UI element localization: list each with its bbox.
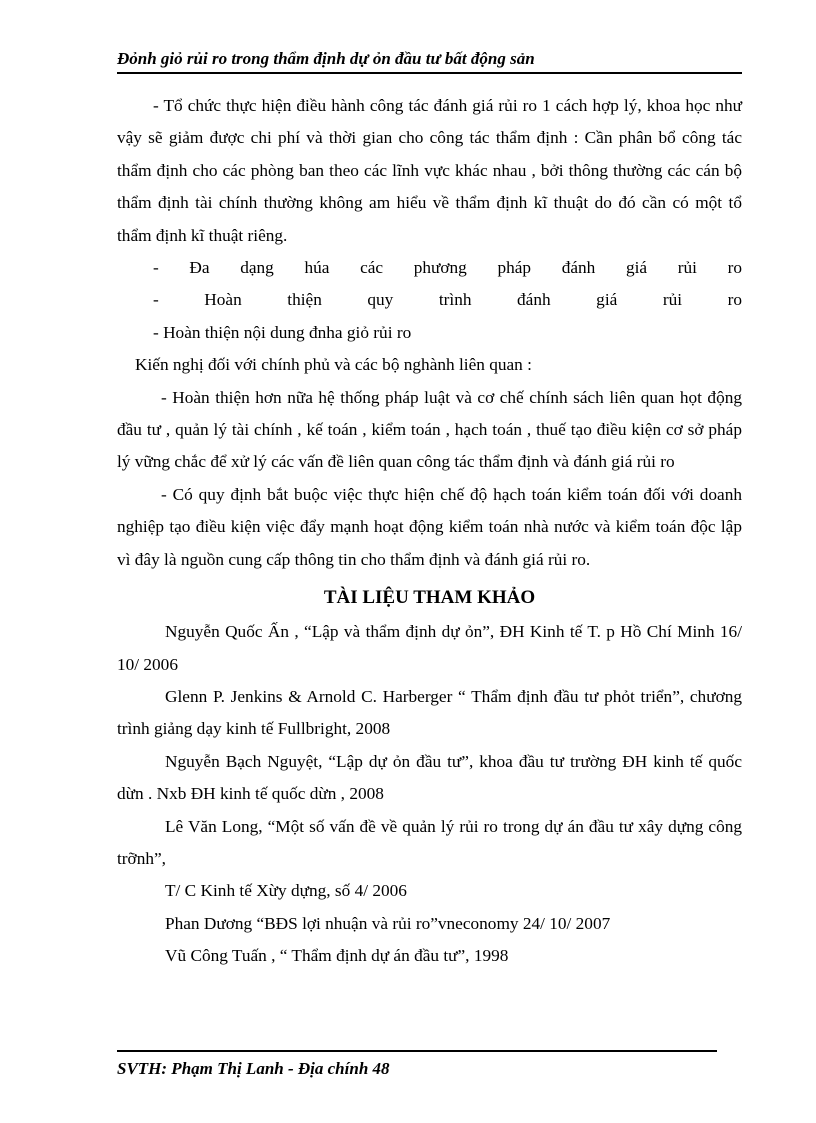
reference-item: Lê Văn Long, “Một số vấn đề về quản lý rủi ro trong dự án đầu tư xây dựng công trỡnh”, — [117, 816, 742, 868]
recommendation-heading: Kiến nghị đối với chính phủ và các bộ nghành liên quan : — [135, 355, 532, 375]
reference-item: Glenn P. Jenkins & Arnold C. Harberger “ Thẩm định đầu tư phỏt triển”, chương trình giảng dạy kinh tế Fullbright, 2008 — [117, 686, 742, 739]
page-footer: SVTH: Phạm Thị Lanh - Địa chính 48 — [117, 1050, 717, 1080]
paragraph-legal-framework: - Hoàn thiện hơn nữa hệ thống pháp luật và cơ chế chính sách liên quan họt động đầu tư , quản lý tài chính , kế toán , kiểm toán , hạch toán , thuế tạo điều kiện cơ sở pháp lý vững chắc để xử lý các vấn đề liên quan công tác thẩm định và đánh giá rủi ro — [117, 387, 742, 472]
bullet-improve-content: - Hoàn thiện nội dung đnha giỏ rủi ro — [153, 322, 412, 342]
reference-item: Nguyễn Bạch Nguyệt, “Lập dự ỏn đầu tư”, khoa đầu tư trường ĐH kinh tế quốc dừn . Nxb ĐH kinh tế quốc dừn , 2008 — [117, 751, 742, 804]
bullet-diversify-methods: - Đa dạng húa các phương pháp đánh giá rủi ro — [153, 258, 742, 278]
references-title: TÀI LIỆU THAM KHẢO — [323, 587, 536, 609]
bullet-improve-process: - Hoàn thiện quy trình đánh giá rủi ro — [153, 290, 742, 310]
paragraph-audit-regulation: - Có quy định bắt buộc việc thực hiện chế độ hạch toán kiểm toán đối với doanh nghiệp tạo điều kiện việc đẩy mạnh hoạt động kiểm toán nhà nước và kiểm toán độc lập vì đây là nguồn cung cấp thông tin cho thẩm định và đánh giá rủi ro. — [117, 484, 742, 569]
reference-item: T/ C Kinh tế Xừy dựng, số 4/ 2006 — [165, 881, 407, 901]
reference-item: Nguyễn Quốc Ấn , “Lập và thẩm định dự ỏn”, ĐH Kinh tế T. p Hồ Chí Minh 16/ 10/ 2006 — [117, 622, 742, 674]
reference-item: Phan Dương “BĐS lợi nhuận và rủi ro”vneconomy 24/ 10/ 2007 — [165, 913, 611, 933]
reference-item: Vũ Công Tuấn , “ Thẩm định dự án đầu tư”, 1998 — [165, 946, 509, 966]
page-header: Đỏnh giỏ rủi ro trong thẩm định dự ỏn đầu tư bất động sản — [117, 48, 742, 74]
document-body — [117, 90, 742, 973]
paragraph-organize-risk-assessment: - Tổ chức thực hiện điều hành công tác đánh giá rủi ro 1 cách hợp lý, khoa học như vậy sẽ giảm được chi phí và thời gian cho công tác thẩm định : Cần phân bổ công tác thẩm định cho các phòng ban theo các lĩnh vực khác nhau , bởi thông thường các cán bộ thẩm định tài chính thường không am hiểu về thẩm định kĩ thuật do đó cần có một tổ thẩm định kĩ thuật riêng. — [117, 96, 742, 245]
